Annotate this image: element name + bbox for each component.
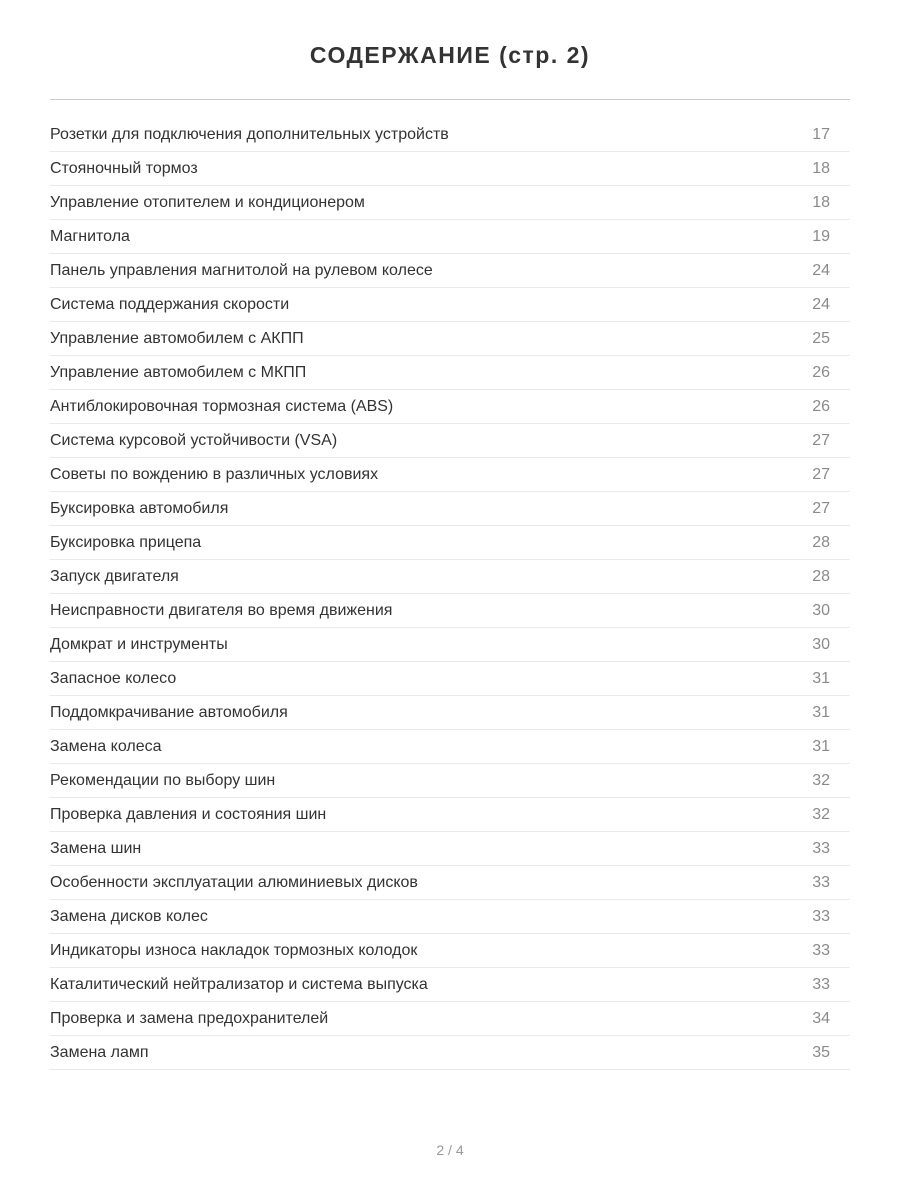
toc-item-label: Индикаторы износа накладок тормозных колодок (50, 941, 418, 959)
toc-item-label: Система курсовой устойчивости (VSA) (50, 431, 338, 449)
toc-row[interactable] (50, 900, 850, 934)
page-title: СОДЕРЖАНИЕ (стр. 2) (309, 42, 591, 68)
page-indicator: 2 / 4 (436, 1142, 464, 1158)
toc-item-page-number: 26 (812, 397, 830, 415)
toc-item-page-number: 18 (812, 159, 830, 177)
toc-row[interactable] (50, 934, 850, 968)
toc-item-label: Управление автомобилем с АКПП (50, 329, 304, 347)
toc-list (50, 100, 850, 1070)
toc-item-page-number: 32 (812, 771, 830, 789)
toc-item-page-number: 32 (812, 805, 830, 823)
toc-row[interactable] (50, 288, 850, 322)
toc-item-label: Система поддержания скорости (50, 295, 290, 313)
toc-item-label: Поддомкрачивание автомобиля (50, 703, 288, 721)
toc-row[interactable] (50, 526, 850, 560)
toc-item-page-number: 30 (812, 601, 830, 619)
toc-item-label: Домкрат и инструменты (50, 635, 228, 653)
toc-row[interactable] (50, 458, 850, 492)
toc-row[interactable] (50, 356, 850, 390)
toc-item-page-number: 17 (812, 125, 830, 143)
toc-item-label: Замена ламп (50, 1043, 149, 1061)
toc-item-label: Буксировка автомобиля (50, 499, 229, 517)
toc-row[interactable] (50, 118, 850, 152)
toc-item-page-number: 31 (812, 737, 830, 755)
toc-item-label: Замена колеса (50, 737, 162, 755)
toc-item-label: Советы по вождению в различных условиях (50, 465, 379, 483)
toc-item-page-number: 33 (812, 941, 830, 959)
toc-row[interactable] (50, 220, 850, 254)
toc-item-page-number: 33 (812, 839, 830, 857)
toc-item-label: Каталитический нейтрализатор и система выпуска (50, 975, 428, 993)
toc-item-label: Неисправности двигателя во время движения (50, 601, 393, 619)
toc-item-page-number: 27 (812, 465, 830, 483)
toc-row[interactable] (50, 390, 850, 424)
toc-item-page-number: 30 (812, 635, 830, 653)
toc-row[interactable] (50, 798, 850, 832)
toc-item-label: Стояночный тормоз (50, 159, 198, 177)
toc-item-page-number: 24 (812, 261, 830, 279)
toc-row[interactable] (50, 254, 850, 288)
toc-item-label: Розетки для подключения дополнительных устройств (50, 125, 449, 143)
toc-row[interactable] (50, 1002, 850, 1036)
toc-row[interactable] (50, 696, 850, 730)
toc-row[interactable] (50, 764, 850, 798)
toc-item-page-number: 33 (812, 975, 830, 993)
toc-row[interactable] (50, 730, 850, 764)
toc-row[interactable] (50, 662, 850, 696)
toc-item-page-number: 27 (812, 499, 830, 517)
toc-item-label: Буксировка прицепа (50, 533, 202, 551)
toc-item-label: Управление автомобилем с МКПП (50, 363, 307, 381)
toc-item-page-number: 34 (812, 1009, 830, 1027)
toc-row[interactable] (50, 560, 850, 594)
toc-item-page-number: 24 (812, 295, 830, 313)
toc-item-label: Панель управления магнитолой на рулевом колесе (50, 261, 433, 279)
toc-row[interactable] (50, 186, 850, 220)
toc-item-label: Замена шин (50, 839, 142, 857)
toc-item-page-number: 33 (812, 873, 830, 891)
toc-row[interactable] (50, 1036, 850, 1070)
toc-item-page-number: 25 (812, 329, 830, 347)
toc-row[interactable] (50, 594, 850, 628)
toc-item-page-number: 33 (812, 907, 830, 925)
toc-item-page-number: 19 (812, 227, 830, 245)
toc-item-label: Проверка давления и состояния шин (50, 805, 327, 823)
toc-item-page-number: 28 (812, 533, 830, 551)
toc-row[interactable] (50, 832, 850, 866)
toc-item-label: Проверка и замена предохранителей (50, 1009, 329, 1027)
toc-item-label: Замена дисков колес (50, 907, 208, 925)
toc-item-page-number: 18 (812, 193, 830, 211)
toc-item-label: Рекомендации по выбору шин (50, 771, 276, 789)
toc-row[interactable] (50, 492, 850, 526)
toc-item-page-number: 26 (812, 363, 830, 381)
toc-item-page-number: 28 (812, 567, 830, 585)
toc-item-page-number: 27 (812, 431, 830, 449)
toc-row[interactable] (50, 322, 850, 356)
toc-row[interactable] (50, 424, 850, 458)
toc-row[interactable] (50, 152, 850, 186)
toc-item-page-number: 35 (812, 1043, 830, 1061)
toc-item-label: Особенности эксплуатации алюминиевых дисков (50, 873, 418, 891)
toc-item-label: Управление отопителем и кондиционером (50, 193, 365, 211)
toc-item-label: Запуск двигателя (50, 567, 179, 585)
toc-item-page-number: 31 (812, 703, 830, 721)
toc-row[interactable] (50, 968, 850, 1002)
toc-row[interactable] (50, 628, 850, 662)
toc-item-label: Магнитола (50, 227, 130, 245)
toc-item-page-number: 31 (812, 669, 830, 687)
toc-item-label: Антиблокировочная тормозная система (ABS) (50, 397, 394, 415)
toc-row[interactable] (50, 866, 850, 900)
toc-item-label: Запасное колесо (50, 669, 177, 687)
